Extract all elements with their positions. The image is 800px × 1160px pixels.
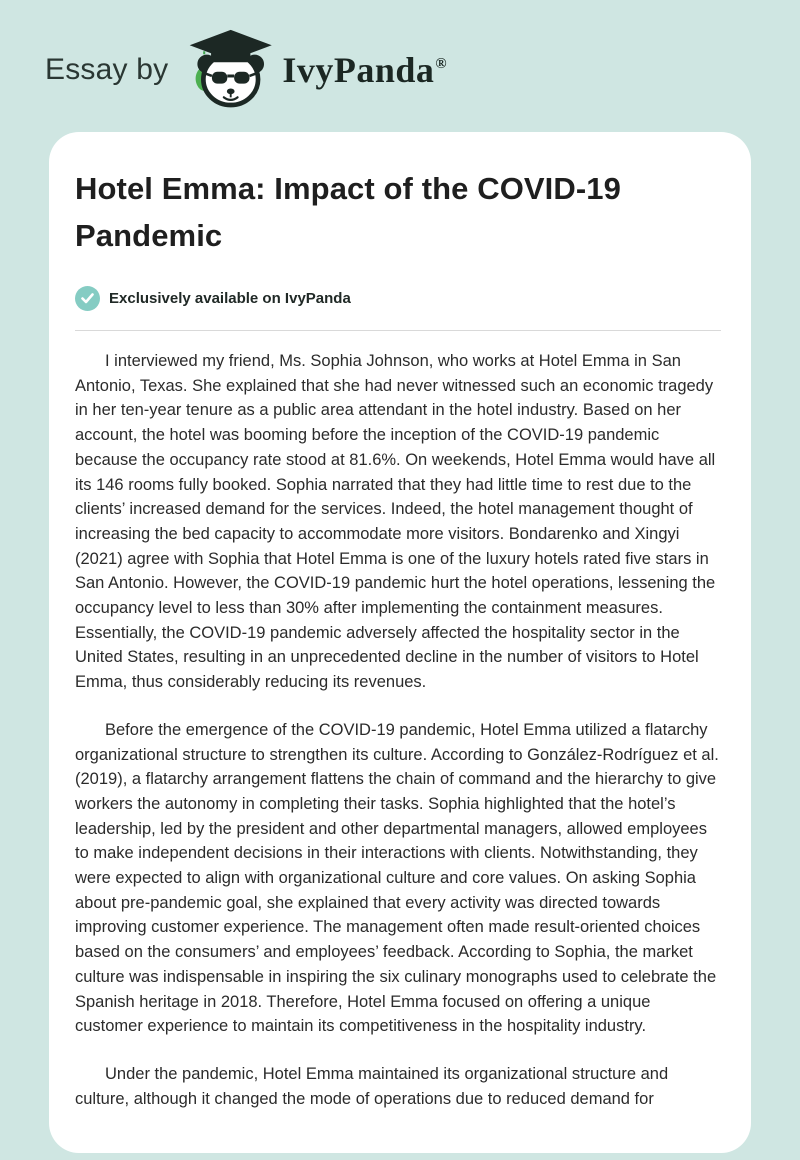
- essay-by-label: Essay by: [45, 53, 169, 86]
- availability-badge-label: Exclusively available on IvyPanda: [109, 290, 351, 307]
- graduate-panda-icon: [182, 27, 276, 113]
- divider: [75, 330, 721, 331]
- essay-paragraph-1: I interviewed my friend, Ms. Sophia Johnson, who works at Hotel Emma in San Antonio, Texas. She explained that she had never witnessed such an economic tragedy in her ten-year tenure as a public area attendant in the hotel industry. Based on her account, the hotel was booming before the inception of the COVID-19 pandemic because the occupancy rate stood at 81.6%. On weekends, Hotel Emma would have all its 146 rooms fully booked. Sophia narrated that they had little time to rest due to the clients’ increased demand for the services. Indeed, the hotel management thought of increasing the bed capacity to accommodate more visitors. Bondarenko and Xingyi (2021) agree with Sophia that Hotel Emma is one of the luxury hotels rated five stars in San Antonio. However, the COVID-19 pandemic hurt the hotel operations, lessening the occupancy level to less than 30% after implementing the containment measures. Essentially, the COVID-19 pandemic adversely affected the hospitality sector in the United States, resulting in an unprecedented decline in the number of visitors to Hotel Emma, thus considerably reducing its revenues.: [75, 352, 716, 692]
- page-header: [0, 0, 800, 118]
- essay-paragraph-2: Before the emergence of the COVID-19 pandemic, Hotel Emma utilized a flatarchy organizational structure to strengthen its culture. According to González-Rodríguez et al. (2019), a flatarchy arrangement flattens the chain of command and the hierarchy to give workers the autonomy in completing their tasks. Sophia highlighted that the hotel’s leadership, led by the president and other departmental managers, allowed employees to make independent decisions in their interactions with clients. Notwithstanding, they were expected to align with organizational culture and core values. On asking Sophia about pre-pandemic goal, she explained that every activity was directed towards improving customer experience. The management often made result-oriented choices based on the consumers’ and employees’ feedback. According to Sophia, the market culture was indispensable in inspiring the six culinary monographs used to celebrate the Spanish heritage in 2018. Therefore, Hotel Emma focused on offering a unique customer experience to maintain its competitiveness in the hospitality industry.: [75, 720, 719, 1036]
- ivypanda-logo-link[interactable]: [182, 27, 447, 113]
- check-icon: [75, 286, 100, 311]
- essay-card: [49, 132, 751, 1153]
- essay-body: [75, 349, 721, 1111]
- registered-mark: ®: [435, 56, 448, 72]
- brand-name: IvyPanda®: [282, 50, 448, 90]
- essay-title: Hotel Emma: Impact of the COVID-19 Pandemic: [75, 171, 621, 253]
- availability-badge: [75, 286, 721, 311]
- essay-paragraph-3: Under the pandemic, Hotel Emma maintained its organizational structure and culture, although it changed the mode of operations due to reduced demand for: [75, 1064, 669, 1108]
